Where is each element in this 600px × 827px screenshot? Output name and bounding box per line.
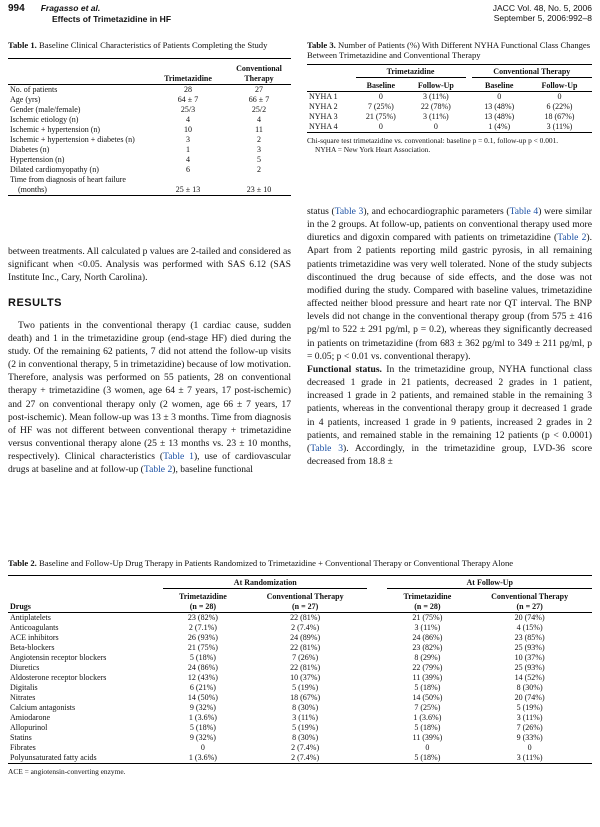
cell-follow-trim: 5 (18%) [414,683,441,693]
table2-col-trimetazidine [387,589,467,613]
cell-trim-baseline: 0 [378,122,383,132]
row-drug: ACE inhibitors [10,633,59,643]
row-drug: Statins [10,733,32,743]
row-label [8,105,149,115]
spacer [367,623,387,633]
cell-follow-conv: 7 (26%) [516,723,543,733]
cell-follow-trim: 0 [425,743,430,753]
cell-random-trim: 0 [200,743,205,753]
cell-follow-conv: 5 (19%) [516,703,543,713]
table3-group-conventional: Conventional Therapy [472,65,592,78]
table-row [8,105,291,115]
cell-random-conv: 5 (19%) [292,683,319,693]
table3-sub-baseline: Baseline [366,81,396,91]
cell-conv-followup: 0 [557,92,562,102]
column-n: (n = 28) [189,602,217,612]
cell-trim-followup: 3 (11%) [422,92,449,102]
link-table-3[interactable]: Table 3 [310,442,343,454]
cell-follow-trim: 14 (50%) [412,693,443,703]
text-run: ). Apart from 2 patients reporting mild gastric pyrosis, in all remaining patients trimetazidine was very well tolerated. None of the study subjects discontinued the drug because of side effects, and the dose was not modified during the study. Compared with baseline values, trimetazidine affected neither blood pressure and heart rate nor QT interval. The BNP levels did not change in the conventional therapy group (from 575 ± 416 pg/ml to 522 ± 291 pg/ml, p = 0.2), whereas they significantly decreased in patients on trimetazidine (from 683 ± 362 pg/ml to 349 ± 211 pg/ml, p = 0.05; p < 0.01 vs. conventional therapy). [307,232,592,362]
table2-caption [8,558,592,568]
cell-follow-conv: 23 (85%) [514,633,545,643]
header-date-pages: September 5, 2006:992–8 [493,13,592,23]
text-run: ), and echocardiographic parameters ( [363,206,510,217]
table2-group-followup: At Follow-Up [387,576,592,589]
table3-label: Table 3. [307,40,336,50]
spacer [367,643,387,653]
subheading-functional-status: Functional status. [307,363,382,375]
table3-footnote [307,136,592,154]
table-row [8,653,592,663]
row-label-text: (months) [18,185,47,195]
cell-random-conv: 18 (67%) [290,693,321,703]
cell-trimetazidine: 3 [186,135,190,145]
table-row [307,112,592,122]
row-label-text: Ischemic + hypertension (n) [10,125,101,135]
cell-random-trim: 9 (32%) [189,703,216,713]
cell-trim-followup: 22 (78%) [420,102,451,112]
spacer [367,673,387,683]
row-drug: Angiotensin receptor blockers [10,653,107,663]
cell-follow-trim: 1 (3.6%) [413,713,442,723]
table1-caption [8,40,291,50]
row-label [8,155,149,165]
row-drug: Fibrates [10,743,36,753]
cell-follow-conv: 8 (30%) [516,683,543,693]
cell-follow-trim: 5 (18%) [414,753,441,763]
link-table-2[interactable]: Table 2 [143,464,173,476]
cell-random-trim: 12 (43%) [187,673,218,683]
cell-follow-conv: 3 (11%) [516,713,543,723]
column-label: Trimetazidine [403,592,452,602]
column-label: Conventional Therapy [266,592,344,602]
cell-random-trim: 5 (18%) [189,723,216,733]
cell-follow-trim: 3 (11%) [414,623,441,633]
table-row [8,115,291,125]
link-table-1[interactable]: Table 1 [163,451,194,463]
cell-conventional: 4 [257,115,261,125]
paragraph-tolerability [307,205,592,363]
row-drug: Anticoagulants [10,623,59,633]
row-label [8,125,149,135]
running-header-right [493,3,592,23]
column-n: (n = 27) [516,602,543,612]
table-row [307,92,592,103]
table2-col-drugs: Drugs [10,602,31,612]
table-row [8,723,592,733]
table-row [307,102,592,112]
row-label [8,115,149,125]
table3-grid [307,64,592,133]
spacer [367,713,387,723]
row-drug: Calcium antagonists [10,703,76,713]
cell-random-trim: 5 (18%) [189,653,216,663]
cell-trim-baseline: 7 (25%) [367,102,394,112]
cell-conv-followup: 3 (11%) [546,122,573,132]
table2-col-conventional [243,589,368,613]
cell-conventional: 5 [257,155,261,165]
cell-random-trim: 23 (82%) [187,613,218,623]
cell-conventional: 2 [257,135,261,145]
table-row [8,693,592,703]
cell-random-conv: 3 (11%) [292,713,318,723]
paragraph-results [8,319,291,477]
table-row [8,85,291,96]
cell-conventional: 3 [257,145,261,155]
header-journal: JACC Vol. 48, No. 5, 2006 [492,3,592,13]
cell-follow-trim: 11 (39%) [412,733,443,743]
table1 [8,40,291,196]
row-drug: Diuretics [10,663,40,673]
table2 [8,558,592,776]
spacer [367,613,387,624]
table-row [8,145,291,155]
cell-follow-trim: 5 (18%) [414,723,441,733]
cell-follow-conv: 20 (74%) [514,693,545,703]
row-drug: Beta-blockers [10,643,55,653]
cell-follow-trim: 21 (75%) [412,613,443,623]
cell-follow-conv: 14 (52%) [514,673,545,683]
cell-conventional: 11 [255,125,263,135]
column-label: Trimetazidine [178,592,227,602]
cell-random-conv: 7 (26%) [292,653,319,663]
row-label-text: Time from diagnosis of heart failure [10,175,126,185]
header-authors: Fragasso et al. [40,3,101,13]
spacer [367,633,387,643]
spacer [367,663,387,673]
spacer [367,733,387,743]
spacer [367,683,387,693]
table-row [8,155,291,165]
table3-caption [307,40,592,60]
cell-random-trim: 1 (3.6%) [188,713,217,723]
running-header-left [8,3,171,24]
cell-conv-baseline: 1 (4%) [488,122,511,132]
table-row [8,633,592,643]
row-label-text: Dilated cardiomyopathy (n) [10,165,99,175]
row-label: NYHA 3 [309,112,338,122]
cell-trimetazidine: 4 [186,155,190,165]
row-drug: Digitalis [10,683,38,693]
table2-label: Table 2. [8,558,37,568]
cell-trim-baseline: 0 [378,92,383,102]
right-column [307,205,592,468]
link-table-2[interactable]: Table 2 [557,232,587,244]
cell-trimetazidine: 6 [186,165,190,175]
cell-conventional: 66 ± 7 [248,95,270,105]
row-drug: Nitrates [10,693,36,703]
table-row [8,703,592,713]
cell-random-trim: 24 (86%) [187,663,218,673]
cell-conventional: 25/2 [251,105,267,115]
table2-footnote: ACE = angiotensin-converting enzyme. [8,767,126,777]
cell-follow-trim: 22 (79%) [412,663,443,673]
row-label: NYHA 2 [309,102,338,112]
table3-group-trimetazidine: Trimetazidine [356,65,466,78]
table1-caption-text: Baseline Clinical Characteristics of Patients Completing the Study [38,40,268,50]
row-label-text: No. of patients [10,85,58,95]
cell-random-trim: 26 (93%) [187,633,218,643]
cell-random-trim: 9 (32%) [189,733,216,743]
cell-random-trim: 1 (3.6%) [188,753,217,763]
table3-sub-followup: Follow-Up [417,81,454,91]
cell-trim-followup: 0 [433,122,438,132]
table1-grid [8,58,291,196]
cell-random-trim: 6 (21%) [189,683,216,693]
table2-caption-text: Baseline and Follow-Up Drug Therapy in Patients Randomized to Trimetazidine + Conventional Therapy or Conventional Therapy Alone [38,558,514,568]
table-row [8,95,291,105]
table2-col-conventional [467,589,592,613]
row-label: NYHA 1 [309,92,338,102]
spacer [367,753,387,764]
cell-random-conv: 2 (7.4%) [291,753,320,763]
table3-footnote-abbrev: NYHA = New York Heart Association. [315,145,431,155]
row-label [8,95,149,105]
cell-follow-trim: 7 (25%) [414,703,441,713]
header-running-title: Effects of Trimetazidine in HF [52,14,172,24]
cell-trimetazidine: 1 [186,145,190,155]
row-label-text: Hypertension (n) [10,155,65,165]
table-row [8,673,592,683]
table-row [8,623,592,633]
table-row [8,743,592,753]
table-row [8,733,592,743]
cell-random-conv: 22 (81%) [290,663,321,673]
page-number: 994 [8,3,25,14]
spacer [367,693,387,703]
cell-trim-followup: 3 (11%) [422,112,449,122]
cell-follow-trim: 23 (82%) [412,643,443,653]
row-label-text: Diabetes (n) [10,145,50,155]
row-label [8,135,149,145]
cell-random-conv: 24 (89%) [290,633,321,643]
cell-random-conv: 2 (7.4%) [291,623,320,633]
cell-random-trim: 2 (7.1%) [188,623,217,633]
row-label [8,175,149,196]
cell-random-trim: 21 (75%) [187,643,218,653]
cell-trim-baseline: 21 (75%) [365,112,396,122]
row-drug: Antiplatelets [10,613,51,623]
left-column [8,245,291,477]
cell-follow-trim: 8 (29%) [414,653,441,663]
text-run: ), use of cardiovascular drugs at baseline and at follow-up ( [8,451,291,476]
cell-follow-conv: 20 (74%) [514,613,545,623]
row-drug: Aldosterone receptor blockers [10,673,107,683]
column-n: (n = 27) [291,602,319,612]
table3-sub-baseline: Baseline [485,81,514,91]
text-run: Two patients in the conventional therapy (1 cardiac cause, sudden death) and 1 in the trimetazidine group (end-stage HF) died during the study. Of the remaining 62 patients, 7 did not attend the follow-up visits (2 in conventional therapy, 5 in trimetazidine) because of low motivation. Therefore, analysis was performed on 55 patients, 28 on conventional therapy + trimetazidine (3 women, age 64 ± 7 years, 17 post-ischemic) and 27 on conventional therapy only (2 women, age 66 ± 7 years, 17 post-ischemic). Mean follow-up was 13 ± 3 months. Time from diagnosis of HF was not different between conventional therapy + trimetazidine versus conventional therapy alone (25 ± 13 months vs. 23 ± 10 months, respectively). Clinical characteristics ( [8,319,291,463]
row-label-text: Gender (male/female) [10,105,81,115]
table-row [8,135,291,145]
spacer [367,723,387,733]
table-row [8,643,592,653]
table1-label: Table 1. [8,40,37,50]
cell-conventional: 27 [255,85,263,95]
row-drug: Allopurinol [10,723,48,733]
spacer [367,653,387,663]
table-row [8,125,291,135]
cell-follow-conv: 25 (93%) [514,643,545,653]
text-run: ), baseline functional [172,464,253,476]
table-row [8,753,592,764]
text-run: ) were similar in the 2 groups. At follow-up, patients on conventional therapy used more diuretics and digoxin compared with patients on trimetazidine ( [307,206,592,244]
cell-follow-conv: 9 (33%) [516,733,543,743]
table1-col-trimetazidine: Trimetazidine [164,74,212,84]
cell-follow-conv: 3 (11%) [516,753,543,763]
table-row [8,165,291,175]
link-table-3[interactable]: Table 3 [334,206,364,217]
table-row [307,122,592,133]
cell-follow-trim: 24 (86%) [412,633,443,643]
cell-random-trim: 14 (50%) [187,693,218,703]
row-drug: Polyunsaturated fatty acids [10,753,97,763]
column-label: Conventional Therapy [491,592,569,602]
table3-sub-followup: Follow-Up [541,81,578,91]
cell-trimetazidine: 64 ± 7 [177,95,199,105]
row-label-text: Ischemic + hypertension + diabetes (n) [10,135,135,145]
link-table-4[interactable]: Table 4 [509,206,539,217]
paragraph-functional-status [307,363,592,468]
cell-trimetazidine: 25 ± 13 [175,185,201,195]
row-label-text: Age (yrs) [10,95,41,105]
row-label: NYHA 4 [309,122,338,132]
table1-col-conventional: Conventional Therapy [236,64,282,84]
cell-trimetazidine: 28 [184,85,192,95]
cell-conventional: 23 ± 10 [246,185,272,195]
table3 [307,40,592,154]
table-row [8,663,592,673]
column-n: (n = 28) [414,602,441,612]
section-heading-results: RESULTS [8,297,63,310]
row-label-text: Ischemic etiology (n) [10,115,79,125]
cell-trimetazidine: 4 [186,115,190,125]
table-row [8,683,592,693]
cell-conv-baseline: 0 [497,92,502,102]
table-row [8,175,291,196]
row-label [8,85,149,96]
text-run: In the trimetazidine group, NYHA functional class decreased 1 grade in 21 patients, decreased 2 grades in 1 patient, increased 1 grade in 2 patients, and remained stable in the remaining 3 patients, whereas in the conventional therapy group it decreased 1 grade in 4 patients, increased 1 grade in 9 patients, increased 2 grades in 2 patients, and remained stable in the remaining 12 patients (p < 0.0001) ( [307,363,592,454]
cell-random-conv: 8 (30%) [292,703,319,713]
table2-group-randomization: At Randomization [163,576,367,589]
text-run: status ( [307,206,335,217]
paragraph-statistics: between treatments. All calculated p values are 2-tailed and considered as significant when <0.05. Analysis was performed with SAS 6.12 (SAS Institute Inc., Cary, North Carolina). [8,246,291,284]
cell-conv-baseline: 13 (48%) [484,102,515,112]
table2-grid [8,575,592,764]
cell-trimetazidine: 25/3 [180,105,196,115]
table-row [8,713,592,723]
cell-trimetazidine: 10 [184,125,192,135]
row-label [8,165,149,175]
spacer [367,703,387,713]
cell-random-conv: 8 (30%) [292,733,319,743]
cell-follow-conv: 0 [527,743,532,753]
table-row [8,613,592,624]
table3-footnote-stats: Chi-square test trimetazidine vs. conventional: baseline p = 0.1, follow-up p < 0.001. [307,136,559,146]
table2-col-trimetazidine [163,589,243,613]
cell-random-conv: 22 (81%) [290,613,321,623]
cell-random-conv: 2 (7.4%) [291,743,320,753]
cell-conventional: 2 [257,165,261,175]
cell-follow-conv: 4 (15%) [516,623,543,633]
cell-follow-conv: 10 (37%) [514,653,545,663]
cell-conv-followup: 6 (22%) [546,102,573,112]
row-label [8,145,149,155]
cell-random-conv: 5 (19%) [292,723,319,733]
cell-random-conv: 10 (37%) [290,673,321,683]
cell-conv-baseline: 13 (48%) [484,112,515,122]
cell-random-conv: 22 (81%) [290,643,321,653]
table3-caption-text: Number of Patients (%) With Different NYHA Functional Class Changes Between Trimetazidine and Conventional Therapy [307,40,591,61]
text-run: ). Accordingly, in the trimetazidine group, LVD-36 score decreased from 18.8 ± [307,442,592,467]
row-drug: Amiodarone [10,713,50,723]
spacer [367,743,387,753]
cell-conv-followup: 18 (67%) [544,112,575,122]
cell-follow-conv: 25 (93%) [514,663,545,673]
cell-follow-trim: 11 (39%) [412,673,443,683]
